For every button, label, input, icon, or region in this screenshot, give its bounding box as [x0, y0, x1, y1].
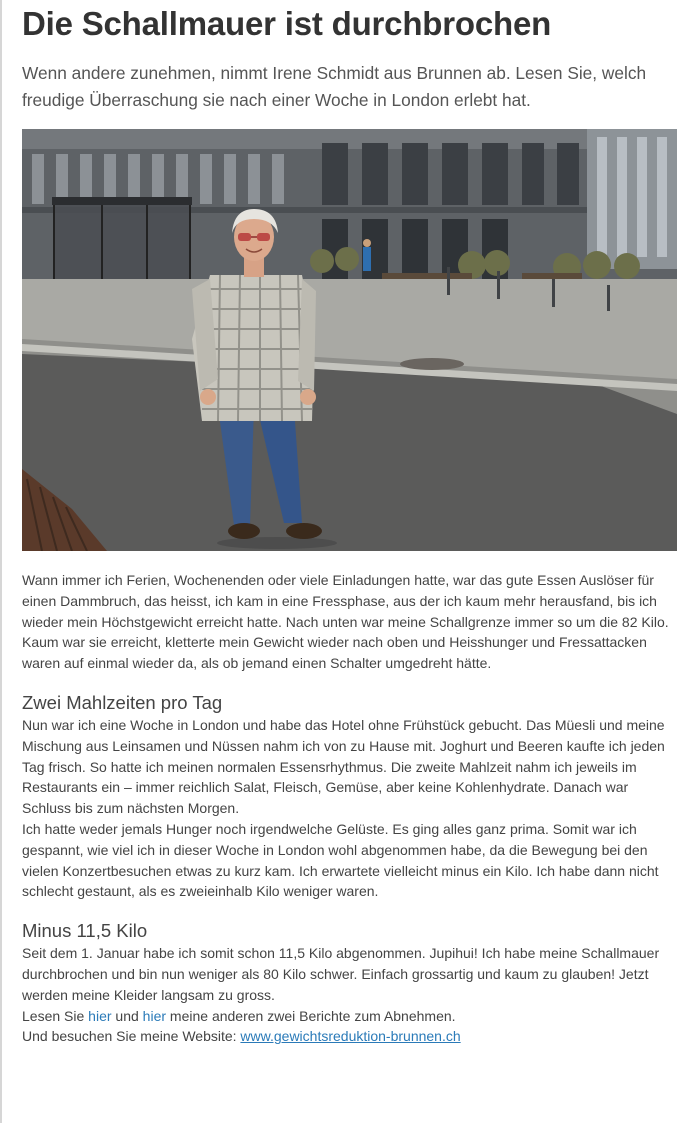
links-suffix: meine anderen zwei Berichte zum Abnehmen.: [166, 1007, 456, 1024]
website-paragraph: [22, 1026, 678, 1047]
links-paragraph: [22, 1006, 678, 1027]
left-border: [0, 0, 2, 1123]
paragraph: Seit dem 1. Januar habe ich somit schon 11,5 Kilo abgenommen. Jupihui! Ich habe meine Schallmauer durchbrochen und bin nun weniger als 80 Kilo schwer. Einfach grossartig und kaum zu glauben! Jetzt werden meine Kleider langsam zu gross.: [22, 945, 660, 1003]
paragraph: Ich hatte weder jemals Hunger noch irgendwelche Gelüste. Es ging alles ganz prima. Somit war ich gespannt, wie viel ich in dieser Woche in London wohl abgenommen habe, da die Bewegung bei den vielen Konzertbesuchen etwas zu kurz kam. Ich erwartete vielleicht minus ein Kilo. Ich habe dann nicht schlecht gestaunt, als es zweieinhalb Kilo weniger waren.: [22, 820, 659, 900]
article-title: Die Schallmauer ist durchbrochen: [22, 5, 552, 42]
article: [22, 0, 678, 1047]
article-photo: [22, 129, 677, 551]
paragraph: Wann immer ich Ferien, Wochenenden oder viele Einladungen hatte, war das gute Essen Auslöser für einen Dammbruch, das heisst, ich kam in eine Fressphase, aus der ich kaum mehr herausfand, bis ich wieder mein Höchstgewicht erreicht hatte. Nach unten war meine Schallgrenze immer so um die 82 Kilo. Kaum war sie erreicht, kletterte mein Gewicht wieder nach oben und Heisshunger und Fressattacken waren auf einmal wieder da, als ob jemand einen Schalter umgedreht hätte.: [22, 572, 669, 672]
paragraph: Nun war ich eine Woche in London und habe das Hotel ohne Frühstück gebucht. Das Müesli und meine Mischung aus Leinsamen und Nüssen nahm ich von zu Hause mit. Joghurt und Beeren kaufte ich jeden Tag frisch. So hatte ich meinen normalen Essensrhythmus. Die zweite Mahlzeit nahm ich jeweils im Restaurants ein – immer reichlich Salat, Fleisch, Gemüse, aber keine Kohlenhydrate. Danach war Schluss bis zum nächsten Morgen.: [22, 716, 665, 817]
report-link-1[interactable]: hier: [88, 1007, 112, 1024]
links-middle: und: [111, 1007, 143, 1024]
report-link-2[interactable]: hier: [142, 1007, 167, 1024]
links-prefix: Lesen Sie: [22, 1007, 89, 1024]
website-link[interactable]: www.gewichtsreduktion-brunnen.ch: [240, 1028, 461, 1045]
section-heading: Minus 11,5 Kilo: [22, 920, 148, 942]
section-heading: Zwei Mahlzeiten pro Tag: [22, 691, 223, 713]
article-lead: Wenn andere zunehmen, nimmt Irene Schmidt aus Brunnen ab. Lesen Sie, welch freudige Überraschung sie nach einer Woche in London erlebt hat.: [22, 63, 647, 110]
website-prefix: Und besuchen Sie meine Website:: [22, 1028, 241, 1045]
